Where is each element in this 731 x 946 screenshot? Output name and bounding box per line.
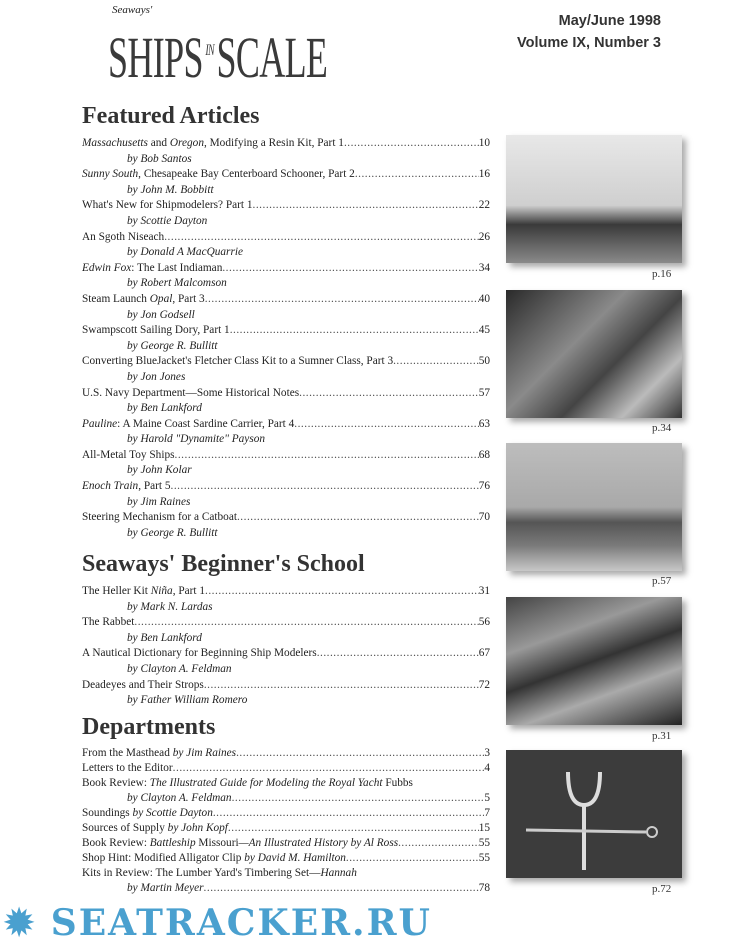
entry-author-line bbox=[82, 463, 490, 479]
page-number: 50 bbox=[478, 355, 490, 368]
title-segment: Steering Mechanism for a Catboat bbox=[82, 511, 237, 524]
toc-entry bbox=[82, 230, 490, 246]
entry-title bbox=[82, 836, 398, 851]
toc-entry bbox=[82, 746, 490, 761]
title-segment: : The Last Indiaman bbox=[131, 261, 223, 274]
page-number: 70 bbox=[478, 511, 490, 524]
entry-title bbox=[82, 851, 346, 866]
title-segment: From the Masthead bbox=[82, 747, 173, 759]
title-segment: The Heller Kit bbox=[82, 585, 151, 597]
title-segment: Battleship bbox=[149, 837, 196, 849]
title-segment: The Rabbet bbox=[82, 616, 135, 629]
leader-dots bbox=[398, 836, 479, 851]
entry-author-line bbox=[82, 401, 490, 417]
title-segment: Steam Launch bbox=[82, 292, 150, 305]
title-segment: Missouri bbox=[195, 837, 239, 849]
title-segment: and bbox=[147, 137, 170, 149]
leader-dots bbox=[355, 167, 479, 183]
title-segment: Soundings bbox=[82, 807, 133, 819]
photo-caption: p.57 bbox=[652, 575, 672, 587]
title-segment: Converting BlueJacket's Fletcher Class Kit to a Sumner Class, Part 3 bbox=[82, 355, 394, 368]
entry-author: by Scottie Dayton bbox=[127, 214, 208, 227]
entry-author: by Clayton A. Feldman bbox=[127, 662, 232, 675]
watermark-text: SEATRACKER.RU bbox=[50, 902, 432, 944]
title-segment: by Jim Raines bbox=[172, 747, 237, 759]
leader-dots bbox=[175, 448, 479, 464]
title-segment: by John Kopf bbox=[167, 822, 228, 834]
entry-title bbox=[82, 761, 173, 776]
entry-title bbox=[82, 821, 228, 836]
title-segment: : A Maine Coast Sardine Carrier, Part 4 bbox=[117, 417, 295, 430]
entry-author-line bbox=[82, 183, 490, 199]
page-number: 3 bbox=[484, 747, 490, 759]
entry-title bbox=[82, 386, 299, 402]
toc-entry bbox=[82, 261, 490, 277]
photo-caption: p.31 bbox=[652, 730, 672, 742]
entry-author-line bbox=[82, 495, 490, 511]
entry-title bbox=[82, 584, 205, 600]
title-segment: by David M. Hamilton bbox=[244, 852, 346, 864]
title-segment: Opal bbox=[149, 292, 173, 305]
toc-entry bbox=[82, 776, 490, 791]
leader-dots bbox=[253, 198, 479, 214]
page-number: 45 bbox=[478, 324, 490, 337]
photo-caption: p.34 bbox=[652, 422, 672, 434]
leader-dots bbox=[299, 386, 479, 402]
page-number: 63 bbox=[478, 417, 490, 430]
page-number: 16 bbox=[478, 168, 490, 181]
leader-dots bbox=[237, 510, 479, 526]
entry-title bbox=[82, 167, 355, 183]
entry-author-line bbox=[82, 245, 490, 261]
toc-entry bbox=[82, 836, 490, 851]
title-segment: Swampscott Sailing Dory, Part 1 bbox=[82, 324, 230, 337]
title-segment: —An Illustrated History by Al Ross bbox=[238, 837, 399, 849]
page-number: 56 bbox=[478, 616, 490, 629]
page-number: 68 bbox=[478, 448, 490, 461]
featured-articles-list bbox=[82, 136, 490, 541]
leader-dots bbox=[204, 881, 479, 896]
photo-caption: p.72 bbox=[652, 883, 672, 895]
title-segment: Hannah bbox=[320, 867, 357, 879]
toc-entry bbox=[82, 167, 490, 183]
toc-entry bbox=[82, 292, 490, 308]
leader-dots bbox=[317, 646, 479, 662]
title-segment: Pauline bbox=[82, 417, 118, 430]
page-number: 76 bbox=[478, 480, 490, 493]
title-segment: , Part 1 bbox=[172, 585, 206, 597]
toc-entry bbox=[82, 678, 490, 694]
title-segment: , Part 5 bbox=[138, 480, 171, 493]
entry-author-line bbox=[82, 693, 490, 709]
section-heading-featured: Featured Articles bbox=[82, 103, 260, 129]
watermark bbox=[4, 902, 432, 944]
entry-author-line bbox=[82, 600, 490, 616]
entry-author: by Jim Raines bbox=[127, 495, 191, 508]
toc-entry bbox=[82, 354, 490, 370]
entry-author: by Jon Jones bbox=[127, 370, 186, 383]
entry-title bbox=[82, 479, 171, 495]
logo-word-ships: SHIPS bbox=[108, 25, 203, 90]
toc-entry bbox=[82, 198, 490, 214]
issue-volume: Volume IX, Number 3 bbox=[517, 35, 661, 51]
leader-dots bbox=[236, 746, 484, 761]
entry-author-line bbox=[82, 791, 490, 806]
page-number: 4 bbox=[484, 762, 490, 774]
entry-title bbox=[82, 646, 317, 662]
entry-author-line bbox=[82, 432, 490, 448]
title-segment: Shop Hint: Modified Alligator Clip bbox=[82, 852, 245, 864]
leader-dots bbox=[213, 806, 484, 821]
toc-entry bbox=[82, 386, 490, 402]
title-segment: The Illustrated Guide for Modeling the Royal Yacht bbox=[149, 777, 383, 789]
entry-author: by Clayton A. Feldman bbox=[127, 792, 232, 804]
leader-dots bbox=[171, 479, 479, 495]
entry-title bbox=[82, 323, 230, 339]
toc-entry bbox=[82, 851, 490, 866]
toc-entry bbox=[82, 806, 490, 821]
entry-author-line bbox=[82, 881, 490, 896]
leader-dots bbox=[205, 292, 479, 308]
title-segment: , Chesapeake Bay Centerboard Schooner, Part 2 bbox=[138, 168, 355, 181]
entry-author: by Harold "Dynamite" Payson bbox=[127, 433, 266, 446]
leader-dots bbox=[346, 851, 479, 866]
entry-title bbox=[82, 198, 253, 214]
entry-author: by John M. Bobbitt bbox=[127, 183, 214, 196]
leader-dots bbox=[230, 323, 479, 339]
page-number: 7 bbox=[484, 807, 490, 819]
toc-entry bbox=[82, 615, 490, 631]
toc-entry bbox=[82, 417, 490, 433]
entry-author-line bbox=[82, 631, 490, 647]
page-number: 57 bbox=[478, 386, 490, 399]
title-segment: Sunny South bbox=[82, 168, 139, 181]
entry-author: by George R. Bullitt bbox=[127, 339, 218, 352]
entry-title bbox=[82, 136, 344, 152]
departments-list bbox=[82, 746, 490, 896]
entry-author: by George R. Bullitt bbox=[127, 526, 218, 539]
page-number: 67 bbox=[478, 647, 490, 660]
entry-author-line bbox=[82, 526, 490, 542]
toc-entry bbox=[82, 323, 490, 339]
entry-title bbox=[82, 417, 294, 433]
logo-word-scale: SCALE bbox=[216, 25, 328, 90]
entry-author: by Father William Romero bbox=[127, 694, 248, 707]
toc-entry bbox=[82, 584, 490, 600]
leader-dots bbox=[173, 761, 485, 776]
entry-author-line bbox=[82, 276, 490, 292]
leader-dots bbox=[134, 615, 478, 631]
indiaman-hull-photo bbox=[506, 290, 682, 418]
title-segment: Enoch Train bbox=[82, 480, 139, 493]
title-segment: U.S. Navy Department—Some Historical Notes bbox=[82, 386, 300, 399]
title-segment: Edwin Fox bbox=[82, 261, 132, 274]
title-segment: Kits in Review: The Lumber Yard's Timbering Set— bbox=[82, 867, 321, 879]
leader-dots bbox=[232, 791, 485, 806]
entry-title bbox=[82, 806, 213, 821]
toc-entry bbox=[82, 761, 490, 776]
entry-author-line bbox=[82, 370, 490, 386]
toc-entry bbox=[82, 866, 490, 881]
toc-entry bbox=[82, 136, 490, 152]
entry-title bbox=[82, 354, 393, 370]
section-heading-departments: Departments bbox=[82, 714, 216, 740]
page-number: 55 bbox=[478, 837, 490, 849]
entry-author-line bbox=[82, 662, 490, 678]
toc-entry bbox=[82, 821, 490, 836]
entry-title bbox=[82, 261, 222, 277]
title-segment: All-Metal Toy Ships bbox=[82, 448, 175, 461]
deadeye-strop-photo bbox=[506, 750, 682, 878]
page-number: 55 bbox=[478, 852, 490, 864]
schooner-model-photo bbox=[506, 135, 682, 263]
page-number: 72 bbox=[478, 678, 490, 691]
entry-author: by John Kolar bbox=[127, 464, 192, 477]
page-number: 40 bbox=[478, 292, 490, 305]
title-segment: An Sgoth Niseach bbox=[82, 230, 165, 243]
strop-icon bbox=[506, 750, 682, 878]
entry-title bbox=[82, 746, 236, 761]
entry-author-line bbox=[82, 214, 490, 230]
leader-dots bbox=[205, 584, 479, 600]
leader-dots bbox=[222, 261, 478, 277]
toc-entry bbox=[82, 646, 490, 662]
title-segment: , Part 3 bbox=[172, 292, 205, 305]
page-number: 22 bbox=[478, 199, 490, 212]
nina-kit-photo bbox=[506, 597, 682, 725]
title-segment: What's New for Shipmodelers? Part 1 bbox=[82, 199, 253, 212]
issue-info bbox=[517, 10, 661, 54]
toc-entry bbox=[82, 510, 490, 526]
issue-date: May/June 1998 bbox=[558, 13, 661, 29]
entry-title bbox=[82, 866, 357, 881]
title-segment: by Scottie Dayton bbox=[132, 807, 213, 819]
entry-author-line bbox=[82, 152, 490, 168]
entry-title bbox=[82, 510, 237, 526]
page-number: 31 bbox=[478, 585, 490, 597]
entry-author-line bbox=[82, 308, 490, 324]
title-segment: Oregon bbox=[169, 137, 204, 149]
leader-dots bbox=[294, 417, 478, 433]
entry-author: by Donald A MacQuarrie bbox=[127, 246, 243, 259]
title-segment: A Nautical Dictionary for Beginning Ship Modelers bbox=[82, 647, 317, 660]
watermark-sun-icon: ✹ bbox=[4, 902, 37, 944]
title-segment: Book Review: bbox=[82, 777, 150, 789]
section-heading-beginners: Seaways' Beginner's School bbox=[82, 551, 365, 577]
title-segment: Niña bbox=[150, 585, 173, 597]
entry-title bbox=[82, 776, 413, 791]
leader-dots bbox=[344, 136, 479, 152]
title-segment: Letters to the Editor bbox=[82, 762, 173, 774]
title-segment: , Modifying a Resin Kit, Part 1 bbox=[203, 137, 344, 149]
title-segment: Book Review: bbox=[82, 837, 150, 849]
title-segment: Fubbs bbox=[382, 777, 413, 789]
entry-title bbox=[82, 448, 175, 464]
entry-author: by Bob Santos bbox=[127, 152, 192, 165]
title-segment: Massachusetts bbox=[82, 137, 148, 149]
logo-prefix: Seaways' bbox=[112, 4, 153, 16]
page-number: 34 bbox=[478, 261, 490, 274]
photo-caption: p.16 bbox=[652, 268, 672, 280]
entry-author: by Ben Lankford bbox=[127, 402, 202, 415]
entry-author: by Mark N. Lardas bbox=[127, 600, 213, 613]
leader-dots bbox=[204, 678, 479, 694]
title-segment: Deadeyes and Their Strops bbox=[82, 678, 204, 691]
page-number: 26 bbox=[478, 230, 490, 243]
entry-title bbox=[82, 230, 164, 246]
leader-dots bbox=[228, 821, 479, 836]
entry-author-line bbox=[82, 339, 490, 355]
magazine-logo bbox=[108, 22, 328, 90]
leader-dots bbox=[164, 230, 478, 246]
entry-author: by Martin Meyer bbox=[127, 882, 204, 894]
toc-entry bbox=[82, 448, 490, 464]
entry-author: by Jon Godsell bbox=[127, 308, 195, 321]
entry-author: by Robert Malcomson bbox=[127, 277, 227, 290]
entry-title bbox=[82, 615, 134, 631]
logo-word-in: IN bbox=[205, 42, 215, 59]
beginners-school-list bbox=[82, 584, 490, 709]
entry-title bbox=[82, 678, 204, 694]
page-number: 10 bbox=[478, 137, 490, 149]
title-segment: Sources of Supply bbox=[82, 822, 168, 834]
page-number: 78 bbox=[478, 882, 490, 894]
entry-author: by Ben Lankford bbox=[127, 631, 202, 644]
toc-entry bbox=[82, 479, 490, 495]
page-number: 5 bbox=[484, 792, 490, 804]
navy-ship-photo bbox=[506, 443, 682, 571]
page-number: 15 bbox=[478, 822, 490, 834]
leader-dots bbox=[393, 354, 479, 370]
entry-title bbox=[82, 292, 205, 308]
